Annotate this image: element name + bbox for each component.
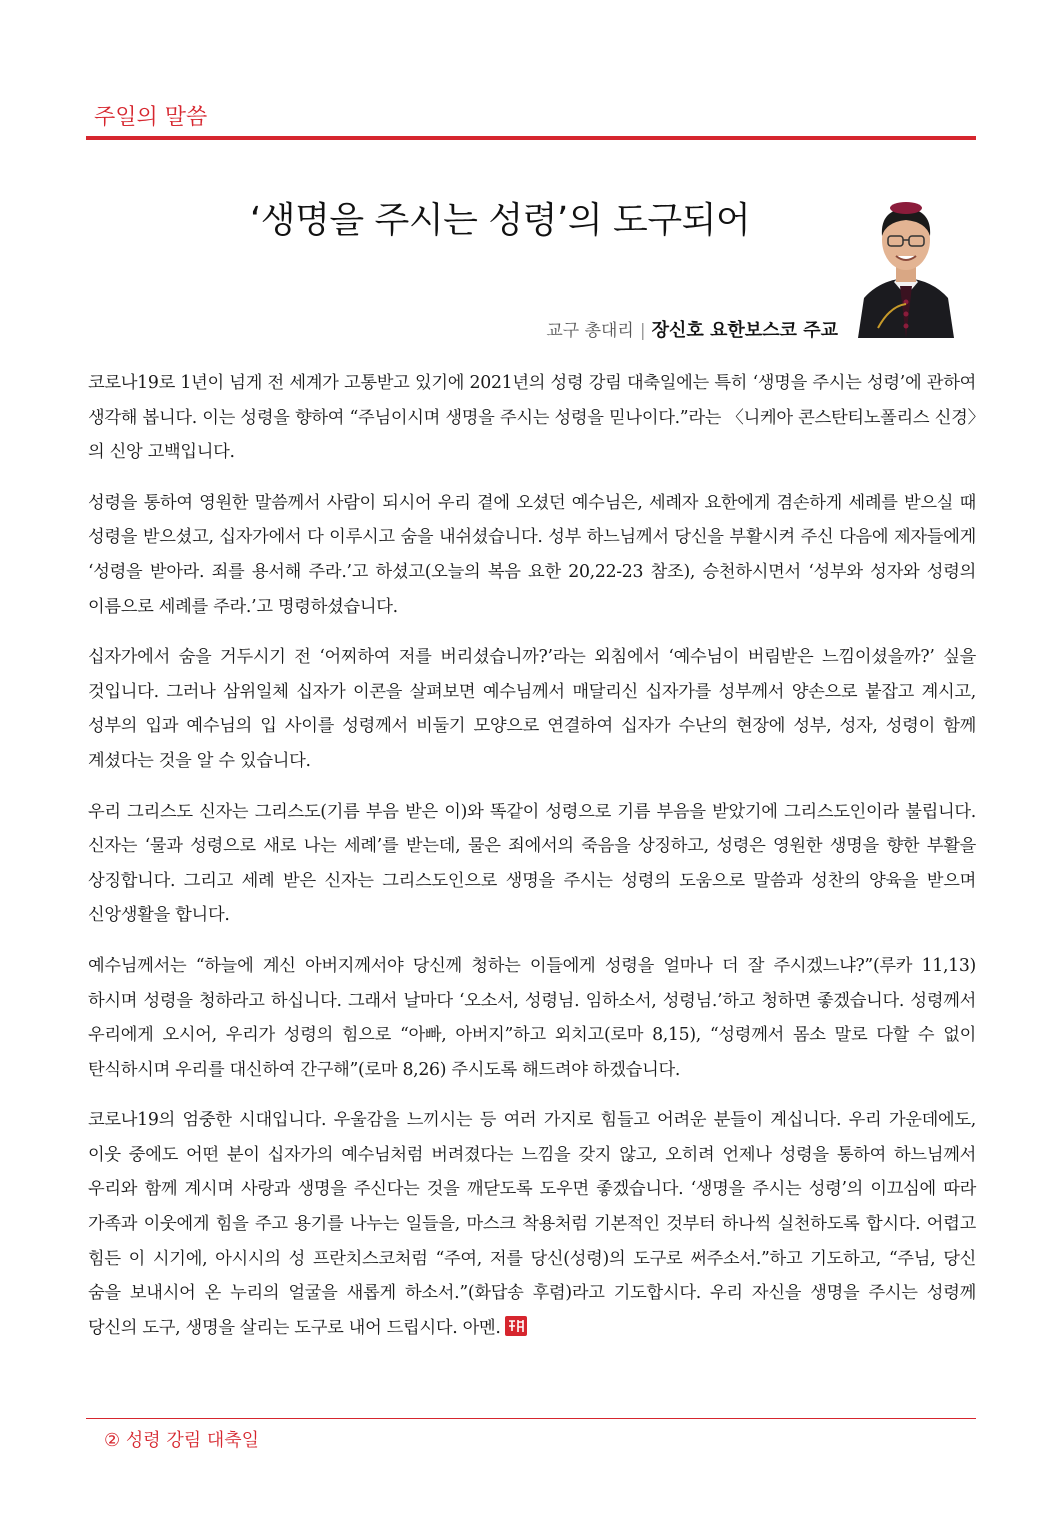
paragraph-3: 십자가에서 숨을 거두시기 전 ‘어찌하여 저를 버리셨습니까?’라는 외침에서 ‘예수님이 버림받은 느낌이셨을까?’ 싶을 것입니다. 그러나 삼위일체 십자가 이콘을 살펴보면 예수님께서 매달리신 십자가를 성부께서 양손으로 붙잡고 계시고, 성부의 입과 예수님의 입 사이를 성령께서 비둘기 모양으로 연결하여 십자가 수난의 현장에 성부, 성자, 성령이 함께 계셨다는 것을 알 수 있습니다. bbox=[88, 647, 976, 771]
byline bbox=[546, 316, 838, 342]
article-title: ‘생명을 주시는 성령’의 도구되어 bbox=[249, 200, 751, 241]
paragraph-1: 코로나19로 1년이 넘게 전 세계가 고통받고 있기에 2021년의 성령 강림 대축일에는 특히 ‘생명을 주시는 성령’에 관하여 생각해 봅니다. 이는 성령을 향하여 “주님이시며 생명을 주시는 성령을 믿나이다.”라는 〈니케아 콘스탄티노폴리스 신경〉의 신앙 고백입니다. bbox=[88, 373, 976, 463]
paragraph-6 bbox=[88, 1103, 976, 1345]
byline-separator: | bbox=[639, 321, 646, 341]
article-body bbox=[88, 366, 976, 1361]
paragraph-6-text: 코로나19의 엄중한 시대입니다. 우울감을 느끼시는 등 여러 가지로 힘들고 어려운 분들이 계십니다. 우리 가운데에도, 이웃 중에도 어떤 분이 십자가의 예수님처럼 버려졌다는 느낌을 갖지 않고, 오히려 언제나 성령을 통하여 하느님께서 우리와 함께 계시며 사랑과 생명을 주신다는 것을 깨닫도록 도우면 좋겠습니다. ‘생명을 주시는 성령’의 이끄심에 따라 가족과 이웃에게 힘을 주고 용기를 나누는 일들을, 마스크 착용처럼 기본적인 것부터 하나씩 실천하도록 합시다. 어렵고 힘든 이 시기에, 아시시의 성 프란치스코처럼 “주여, 저를 당신(성령)의 도구로 써주소서.”하고 기도하고, “주님, 당신 숨을 보내시어 온 누리의 얼굴을 새롭게 하소서.”(화답송 후렴)라고 기도합시다. 우리 자신을 생명을 주시는 성령께 당신의 도구, 생명을 살리는 도구로 내어 드립시다. 아멘. bbox=[88, 1110, 976, 1338]
section-label: 주일의 말씀 bbox=[94, 105, 208, 130]
top-divider bbox=[86, 136, 976, 140]
byline-author: 장신호 요한보스코 주교 bbox=[651, 320, 838, 341]
paragraph-4: 우리 그리스도 신자는 그리스도(기름 부음 받은 이)와 똑같이 성령으로 기름 부음을 받았기에 그리스도인이라 불립니다. 신자는 ‘물과 성령으로 새로 나는 세례’를 받는데, 물은 죄에서의 죽음을 상징하고, 성령은 영원한 생명을 향한 부활을 상징합니다. 그리고 세례 받은 신자는 그리스도인으로 생명을 주시는 성령의 도움으로 말씀과 성찬의 양육을 받으며 신앙생활을 합니다. bbox=[88, 801, 976, 926]
paragraph-5: 예수님께서는 “하늘에 계신 아버지께서야 당신께 청하는 이들에게 성령을 얼마나 더 잘 주시겠느냐?”(루카 11,13) 하시며 성령을 청하라고 하십니다. 그래서 날마다 ‘오소서, 성령님. 임하소서, 성령님.’하고 청하면 좋겠습니다. 성령께서 우리에게 오시어, 우리가 성령의 힘으로 “아빠, 아버지”하고 외치고(로마 8,15), “성령께서 몸소 말로 다할 수 없이 탄식하시며 우리를 대신하여 간구해”(로마 8,26) 주시도록 해드려야 하겠습니다. bbox=[88, 955, 976, 1080]
author-portrait bbox=[850, 178, 962, 338]
seal-stamp-icon bbox=[505, 1316, 527, 1336]
page-footer: ② 성령 강림 대축일 bbox=[104, 1430, 260, 1451]
byline-role: 교구 총대리 bbox=[546, 321, 634, 341]
bottom-divider bbox=[86, 1418, 976, 1419]
paragraph-2: 성령을 통하여 영원한 말씀께서 사람이 되시어 우리 곁에 오셨던 예수님은, 세례자 요한에게 겸손하게 세례를 받으실 때 성령을 받으셨고, 십자가에서 다 이루시고 숨을 내쉬셨습니다. 성부 하느님께서 당신을 부활시켜 주신 다음에 제자들에게 ‘성령을 받아라. 죄를 용서해 주라.’고 하셨고(오늘의 복음 요한 20,22-23 참조), 승천하시면서 ‘성부와 성자와 성령의 이름으로 세례를 주라.’고 명령하셨습니다. bbox=[88, 492, 976, 617]
